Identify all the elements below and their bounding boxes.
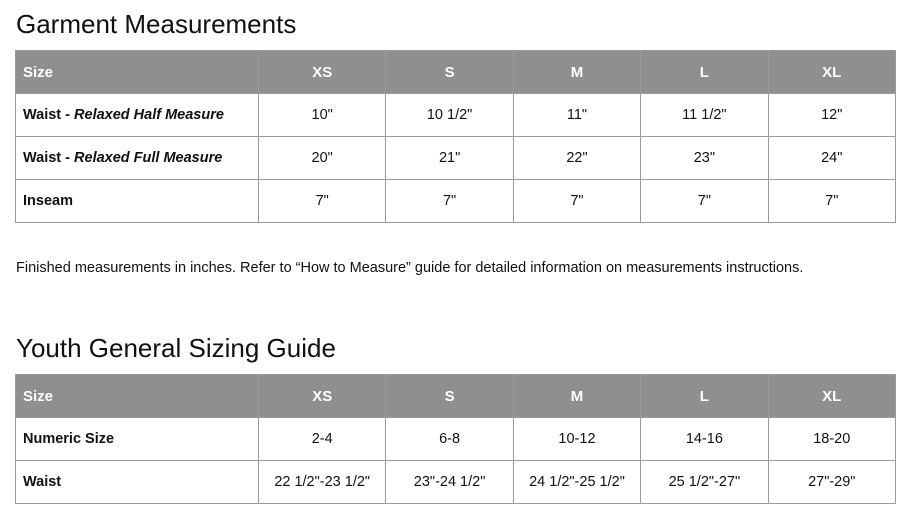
row-label-text: Waist - bbox=[23, 150, 75, 166]
table-cell: 24" bbox=[768, 137, 895, 180]
row-label-text: Numeric Size bbox=[23, 431, 115, 447]
table-cell: 21" bbox=[386, 137, 513, 180]
table-row bbox=[16, 180, 896, 223]
size-header-l: L bbox=[641, 375, 768, 418]
table-row bbox=[16, 461, 896, 504]
row-label-text: Waist - bbox=[23, 107, 75, 123]
size-header-s: S bbox=[386, 375, 513, 418]
table-cell: 23"-24 1/2" bbox=[386, 461, 513, 504]
table-cell: 23" bbox=[641, 137, 768, 180]
table-cell: 6-8 bbox=[386, 418, 513, 461]
table-row bbox=[16, 137, 896, 180]
table-cell: 27"-29" bbox=[768, 461, 895, 504]
table-cell: 25 1/2"-27" bbox=[641, 461, 768, 504]
youth-sizing-guide-title: Youth General Sizing Guide bbox=[16, 333, 336, 363]
row-label-waist bbox=[16, 461, 259, 504]
table-cell: 10 1/2" bbox=[386, 94, 513, 137]
table-cell: 7" bbox=[768, 180, 895, 223]
size-header-label: Size bbox=[16, 375, 259, 418]
measurement-footnote: Finished measurements in inches. Refer to “How to Measure” guide for detailed information on measurements instructions. bbox=[16, 260, 804, 276]
table-cell: 10" bbox=[259, 94, 386, 137]
size-header-xs: XS bbox=[259, 375, 386, 418]
table-cell: 24 1/2"-25 1/2" bbox=[513, 461, 640, 504]
table-cell: 7" bbox=[386, 180, 513, 223]
garment-measurements-table bbox=[15, 50, 896, 223]
table-cell: 7" bbox=[513, 180, 640, 223]
table-cell: 11 1/2" bbox=[641, 94, 768, 137]
table-header-row bbox=[16, 375, 896, 418]
size-header-m: M bbox=[513, 51, 640, 94]
table-cell: 7" bbox=[259, 180, 386, 223]
table-cell: 2-4 bbox=[259, 418, 386, 461]
size-header-xl: XL bbox=[768, 375, 895, 418]
table-cell: 12" bbox=[768, 94, 895, 137]
table-row bbox=[16, 418, 896, 461]
table-cell: 10-12 bbox=[513, 418, 640, 461]
size-header-label: Size bbox=[16, 51, 259, 94]
row-label-text: Inseam bbox=[23, 193, 73, 209]
size-header-xs: XS bbox=[259, 51, 386, 94]
garment-measurements-title: Garment Measurements bbox=[16, 9, 297, 39]
table-cell: 18-20 bbox=[768, 418, 895, 461]
youth-sizing-table bbox=[15, 374, 896, 504]
table-row bbox=[16, 94, 896, 137]
size-header-s: S bbox=[386, 51, 513, 94]
row-label-waist-full bbox=[16, 137, 259, 180]
row-label-numeric-size bbox=[16, 418, 259, 461]
row-label-text: Waist bbox=[23, 474, 62, 490]
table-cell: 7" bbox=[641, 180, 768, 223]
table-cell: 22" bbox=[513, 137, 640, 180]
table-cell: 14-16 bbox=[641, 418, 768, 461]
table-cell: 11" bbox=[513, 94, 640, 137]
size-header-l: L bbox=[641, 51, 768, 94]
table-cell: 20" bbox=[259, 137, 386, 180]
row-label-waist-half bbox=[16, 94, 259, 137]
table-header-row bbox=[16, 51, 896, 94]
row-label-inseam bbox=[16, 180, 259, 223]
row-label-emphasis: Relaxed Half Measure bbox=[74, 107, 224, 123]
row-label-emphasis: Relaxed Full Measure bbox=[74, 150, 223, 166]
table-cell: 22 1/2"-23 1/2" bbox=[259, 461, 386, 504]
size-header-xl: XL bbox=[768, 51, 895, 94]
size-header-m: M bbox=[513, 375, 640, 418]
